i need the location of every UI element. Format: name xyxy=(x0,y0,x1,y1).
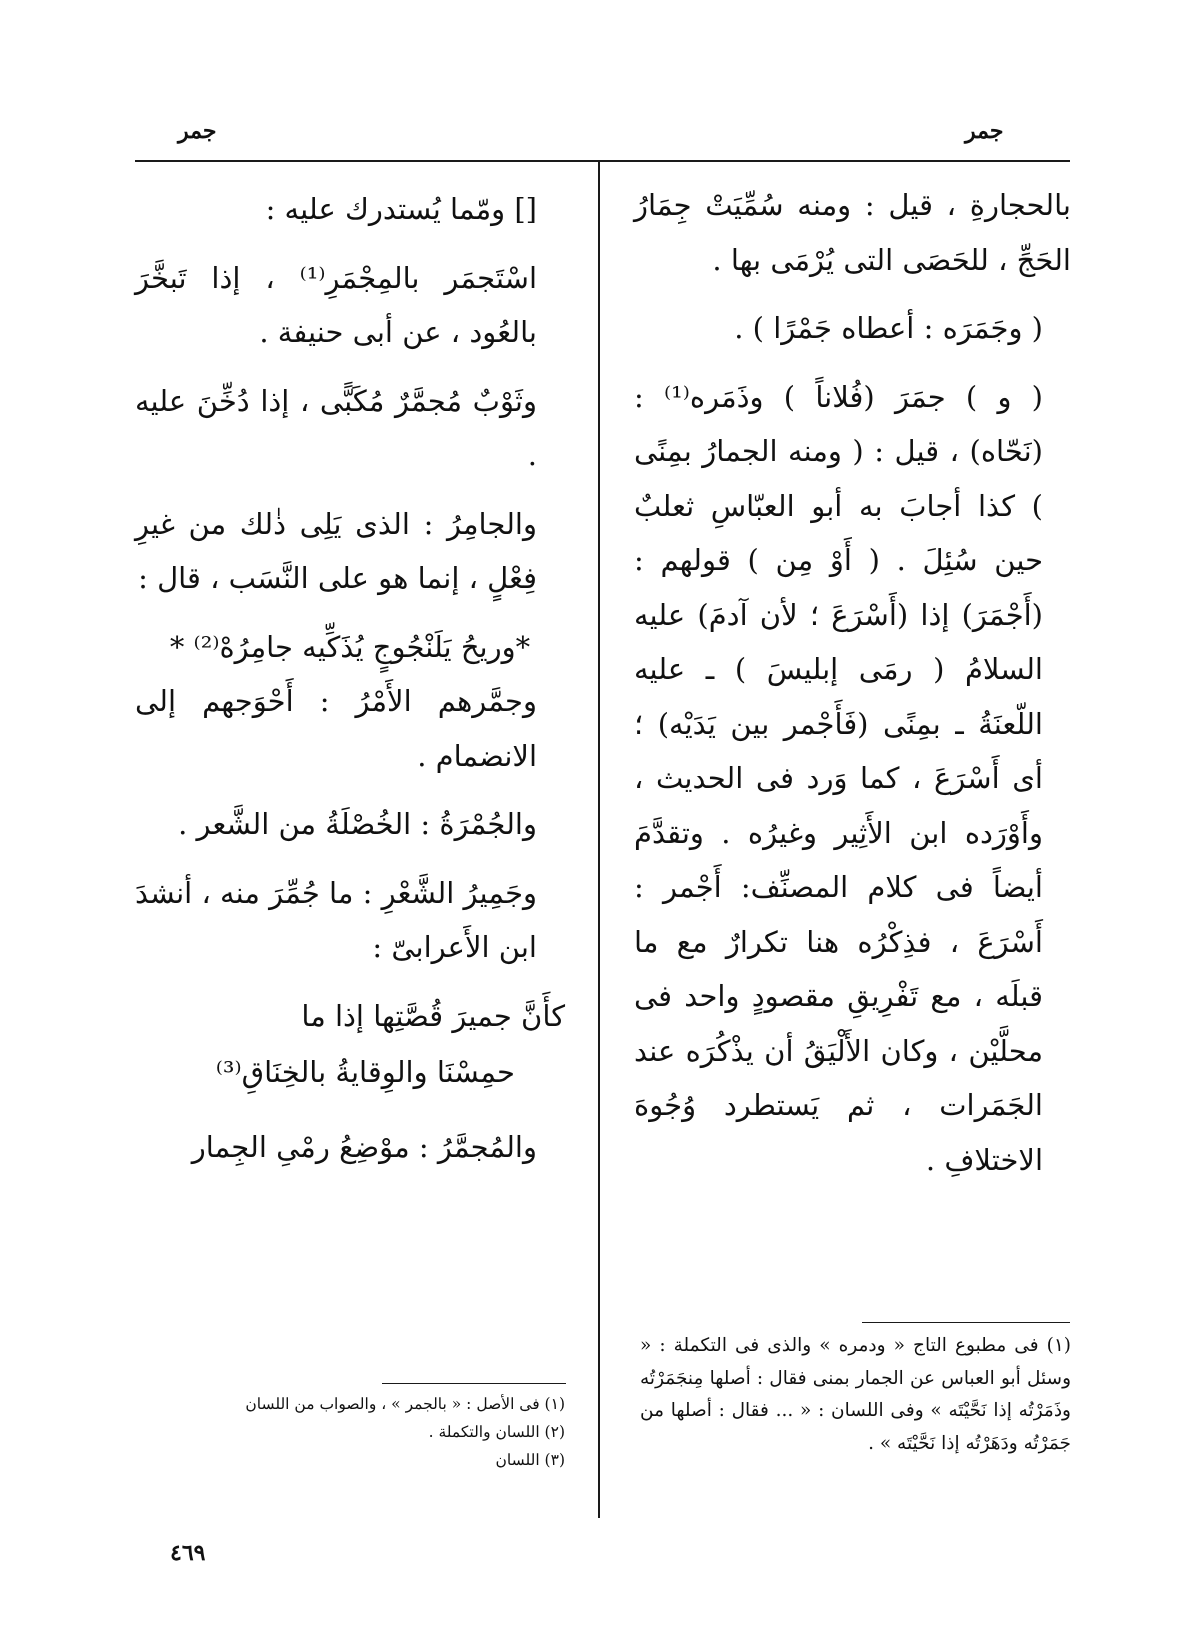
left-paragraph-9: والمُجمَّرُ : موْضِعُ رمْىِ الجِمار xyxy=(191,1129,537,1164)
footnote-left-1: (١) فى الأصل : « بالجمر » ، والصواب من اللسان xyxy=(245,1395,565,1413)
footnotes-right xyxy=(640,1330,1071,1460)
running-header-right: جمر xyxy=(965,118,1004,144)
left-paragraph-4: والجامِرُ : الذى يَلِى ذٰلك من غيرِ فِعْلٍ ، إنما هو على النَّسَب ، قال : xyxy=(135,506,537,595)
footnote-rule-right xyxy=(862,1322,1070,1323)
footnotes-left xyxy=(150,1390,565,1474)
left-verse-line-1: كأَنَّ جميرَ قُصَّتِها إذا ما xyxy=(301,998,565,1033)
right-paragraph-1: بالحجارةِ ، قيل : ومنه سُمِّيَتْ جِمَارُ الحَجِّ ، للحَصَى التى يُرْمَى بها . xyxy=(634,188,1071,277)
right-paragraph-3: ( و ) جمَرَ (فُلاناً ) وذَمَره⁽¹⁾ : (نَحّاه) ، قيل : ( ومنه الجمارُ بمِنًى ) كذا أجابَ به أبو العبّاسِ ثعلبٌ حين سُئِلَ . ( أَوْ مِن ) قولهم : (أَجْمَرَ) إذا (أَسْرَعَ ؛ لأن آدمَ) عليه السلامُ ( رمَى إبليسَ ) ـ عليه اللّعنَةُ ـ بمِنًى (فَأَجْمر بين يَدَيْه) ؛ أى أَسْرَعَ ، كما وَرد فى الحديث ، وأَوْرَده ابن الأَثِير وغيرُه . وتقدَّمَ أيضاً فى كلام المصنِّف: أَجْمر : أَسْرَعَ ، فذِكْرُه هنا تكرارٌ مع ما قبلَه ، مع تَفْرِيقِ مقصودٍ واحد فى محلَّيْن ، وكان الأَلْيَقُ أن يذْكُرَه عند الجَمَرات ، ثم يَستطرد وُجُوهَ الاختلافِ . xyxy=(634,379,1043,1177)
header-rule xyxy=(135,160,1070,162)
running-header-left: جمر xyxy=(178,118,217,144)
page-number: ٤٦٩ xyxy=(170,1540,206,1566)
left-verse-quote: *وريحُ يَلَنْجُوجٍ يُذَكِّيه جامِرُهْ⁽²⁾ * xyxy=(169,629,531,664)
footnote-rule-left xyxy=(382,1383,566,1384)
right-paragraph-2: ( وجَمَرَه : أعطاه جَمْرًا ) . xyxy=(734,311,1043,345)
footnote-right-1: (١) فى مطبوع التاج « ودمره » والذى فى التكملة : « وسئل أبو العباس عن الجمار بمنى فقال : أصلها مِنجَمَرْتُه وذَمَرْتُه إذا نَحَّيْتَه » وفى اللسان : « ... فقال : أصلها من جَمَرْتُه ودَهَرْتُه إذا نَحَّيْتَه » . xyxy=(640,1335,1071,1454)
footnote-left-2: (٢) اللسان والتكملة . xyxy=(428,1423,565,1441)
left-paragraph-3: وثَوْبٌ مُجمَّرٌ مُكَبًّى ، إذا دُخِّنَ عليه . xyxy=(135,383,537,472)
left-column xyxy=(135,182,565,1188)
left-paragraph-8: وجَمِيرُ الشَّعْرِ : ما جُمِّرَ منه ، أنشدَ ابن الأَعرابىّ : xyxy=(135,875,537,964)
right-column xyxy=(634,178,1071,1201)
left-paragraph-1: [] ومّما يُستدرك عليه : xyxy=(265,192,537,226)
column-divider xyxy=(598,160,600,1518)
left-paragraph-2: اسْتَجمَر بالمِجْمَرِ⁽¹⁾ ، إذا تَبخَّرَ بالعُود ، عن أبى حنيفة . xyxy=(135,260,537,349)
left-paragraph-6: وجمَّرهم الأَمْرُ : أَحْوَجهم إلى الانضمام . xyxy=(135,684,537,773)
left-verse-line-2: حمِسْنَا والوِقايةُ بالخِنَاقِ⁽³⁾ xyxy=(215,1055,515,1089)
left-paragraph-7: والجُمْرَةُ : الخُصْلَةُ من الشَّعر . xyxy=(178,807,537,841)
footnote-left-3: (٣) اللسان xyxy=(495,1451,565,1469)
